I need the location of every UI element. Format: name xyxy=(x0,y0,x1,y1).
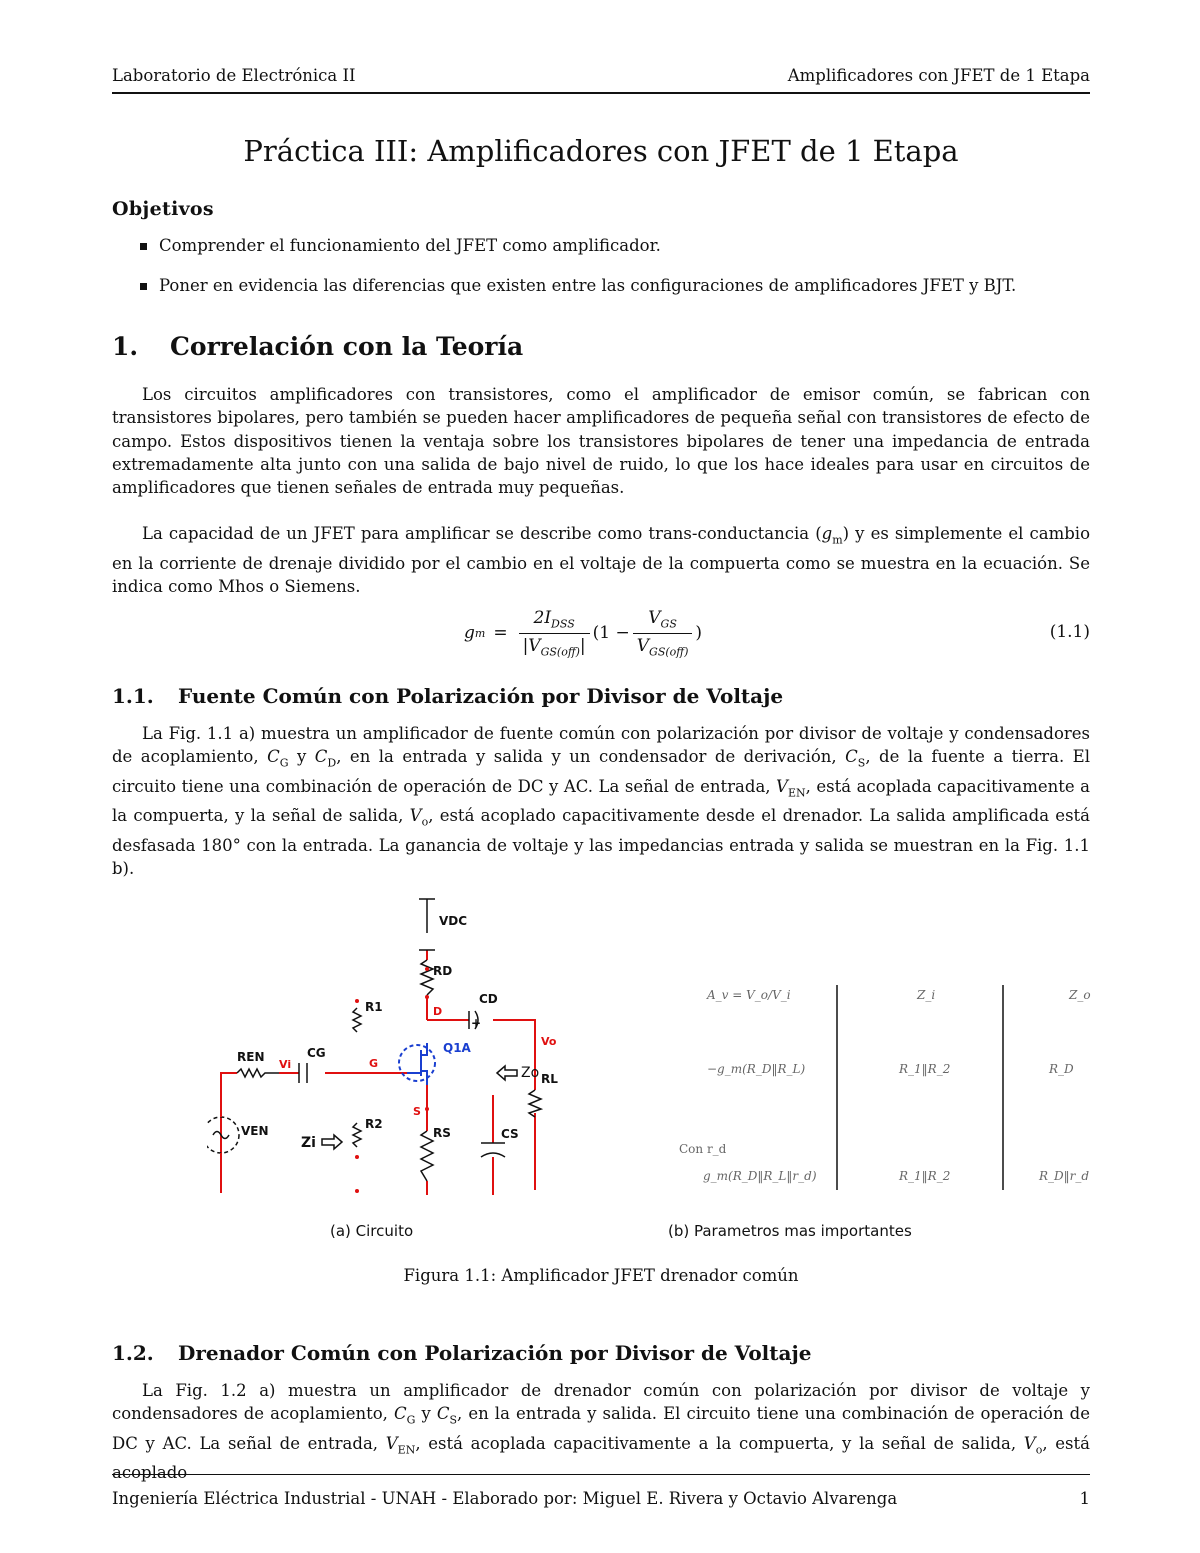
footer-text: Ingeniería Eléctrica Industrial - UNAH - Elaborado por: Miguel E. Rivera y Octavio Alvarenga xyxy=(112,1489,898,1508)
label-vdc: VDC xyxy=(439,914,468,928)
label-rl: RL xyxy=(541,1072,558,1086)
fraction-1: $\frac{2I_{DSS}}{|V_{GS(off)}|}$ xyxy=(519,608,590,658)
section-1-2-heading: 1.2. Drenador Común con Polarización por Divisor de Voltaje xyxy=(112,1341,812,1365)
section-1-heading xyxy=(112,332,523,361)
label-zi: Zi xyxy=(301,1135,316,1151)
header-right: Amplificadores con JFET de 1 Etapa xyxy=(787,66,1090,85)
table-cell: R_D‖r_d xyxy=(1039,1169,1090,1183)
header-left: Laboratorio de Electrónica II xyxy=(112,66,356,85)
label-cg: CG xyxy=(307,1046,326,1060)
equation-body: g m = $\frac{2I_{DSS}}{|V_{GS(off)}|}$ (1 − $\frac{V_{GS}}{V_{GS(off)}}$ ) xyxy=(464,608,703,658)
zi-arrow-icon xyxy=(322,1135,342,1149)
subcaption-b: (b) Parametros mas importantes xyxy=(668,1222,912,1240)
label-g: G xyxy=(369,1057,379,1070)
section-1-paragraph-1: Los circuitos amplificadores con transistores, como el amplificador de emisor común, se fabrican con transistores bipolares, pero también se pueden hacer amplificadores de pequeña señal con transistores de efecto de campo. Estos dispositivos tienen la ventaja sobre los transistores bipolares de tener una impedancia de entrada extremadamente alta junto con una salida de bajo nivel de ruido, lo que los hace ideales para usar en circuitos de amplificadores que tienen señales de entrada muy pequeñas. xyxy=(112,385,1090,498)
label-s: S xyxy=(413,1105,421,1118)
table-header-zi: Z_i xyxy=(917,988,936,1002)
section-1-paragraph-2: La capacidad de un JFET para amplificar se describe como trans-conductancia $(g_m)$ y es simplemente el cambio en la corriente de drenaje dividido por el cambio en el voltaje de la compuerta como se muestra en la ecuación. Se indica como Mhos o Siemens. xyxy=(112,524,1090,596)
section-number: 1. xyxy=(112,332,139,361)
section-1-1-heading: 1.1. Fuente Común con Polarización por Divisor de Voltaje xyxy=(112,684,784,708)
circuit-diagram xyxy=(207,895,667,1210)
page-title: Práctica III: Amplificadores con JFET de 1 Etapa xyxy=(243,134,959,168)
table-cell: g_m(R_D‖R_L‖r_d) xyxy=(703,1169,817,1183)
equation-1-1 xyxy=(112,606,1090,660)
label-rd: RD xyxy=(433,964,453,978)
label-r2: R2 xyxy=(365,1117,383,1131)
label-plus: + xyxy=(471,1016,482,1030)
objectives-list xyxy=(112,234,1090,314)
label-vi: Vi xyxy=(279,1058,292,1071)
jfet-q1a-icon xyxy=(399,1043,435,1085)
ren-resistor xyxy=(237,1069,279,1077)
equation-number: (1.1) xyxy=(1049,622,1090,642)
page-footer xyxy=(112,1474,1090,1508)
label-r1: R1 xyxy=(365,1000,383,1014)
rd-resistor xyxy=(421,960,433,995)
table-cell: R_1‖R_2 xyxy=(899,1169,951,1183)
running-header xyxy=(112,66,1090,94)
label-ven: VEN xyxy=(241,1124,269,1138)
table-note: Con r_d xyxy=(679,1142,727,1156)
rl-resistor xyxy=(529,1090,541,1117)
parameters-table xyxy=(677,975,1107,1200)
label-vo: Vo xyxy=(541,1035,557,1048)
bullet-icon xyxy=(140,243,147,250)
zo-arrow-icon xyxy=(497,1066,517,1080)
objectives-heading: Objetivos xyxy=(112,198,214,220)
objective-item: Comprender el funcionamiento del JFET como amplificador. xyxy=(112,234,1090,258)
figure-caption: Figura 1.1: Amplificador JFET drenador común xyxy=(403,1266,799,1285)
table-cell: R_D xyxy=(1049,1062,1074,1076)
fraction-2: $\frac{V_{GS}}{V_{GS(off)}}$ xyxy=(633,608,693,658)
table-cell: R_1‖R_2 xyxy=(899,1062,951,1076)
r2-resistor xyxy=(353,1123,361,1147)
page-number: 1 xyxy=(1079,1489,1090,1508)
section-1-2-paragraph: La Fig. 1.2 a) muestra un amplificador de drenador común con polarización por divisor de voltaje y condensadores de acoplamiento, $C_G$ y $C_S$, en la entrada y salida. El circuito tiene una combinación de operación de DC y AC. La señal de entrada, $V_{EN}$, está acoplada capacitivamente a la compuerta, y la señal de salida, $V_o$, está acoplado xyxy=(112,1381,1091,1483)
section-1-1-paragraph: La Fig. 1.1 a) muestra un amplificador de fuente común con polarización por divisor de voltaje y condensadores de acoplamiento, $C_G$ y $C_D$, en la entrada y salida y un condensador de derivación, $C_S$, de la fuente a tierra. El circuito tiene una combinación de operación de DC y AC. La señal de entrada, $V_{EN}$, está acoplada capacitivamente a la compuerta, y la señal de salida, $V_o$, está acoplado capacitivamente desde el drenador. La salida amplificada está desfasada 180° con la entrada. La ganancia de voltaje y las impedancias entrada y salida se muestran en la Fig. 1.1 b). xyxy=(112,724,1091,879)
label-rs: RS xyxy=(433,1126,451,1140)
subcaption-a: (a) Circuito xyxy=(330,1222,414,1240)
table-cell: −g_m(R_D‖R_L) xyxy=(707,1062,806,1076)
label-cd: CD xyxy=(479,992,498,1006)
label-d: D xyxy=(433,1005,443,1018)
page xyxy=(112,0,1090,1553)
table-header-av: A_v = V_o/V_i xyxy=(707,988,791,1002)
ven-source-icon xyxy=(207,1117,239,1153)
label-ren: REN xyxy=(237,1050,265,1064)
section-title: Correlación con la Teoría xyxy=(170,332,524,361)
objective-item: Poner en evidencia las diferencias que existen entre las configuraciones de amplificadores JFET y BJT. xyxy=(112,274,1090,298)
label-zo: Zo xyxy=(521,1065,540,1081)
label-cs: CS xyxy=(501,1127,519,1141)
rs-resistor xyxy=(421,1131,433,1181)
label-q1a: Q1A xyxy=(443,1041,471,1055)
bullet-icon xyxy=(140,283,147,290)
r1-resistor xyxy=(353,1008,361,1032)
table-header-zo: Z_o xyxy=(1069,988,1091,1002)
